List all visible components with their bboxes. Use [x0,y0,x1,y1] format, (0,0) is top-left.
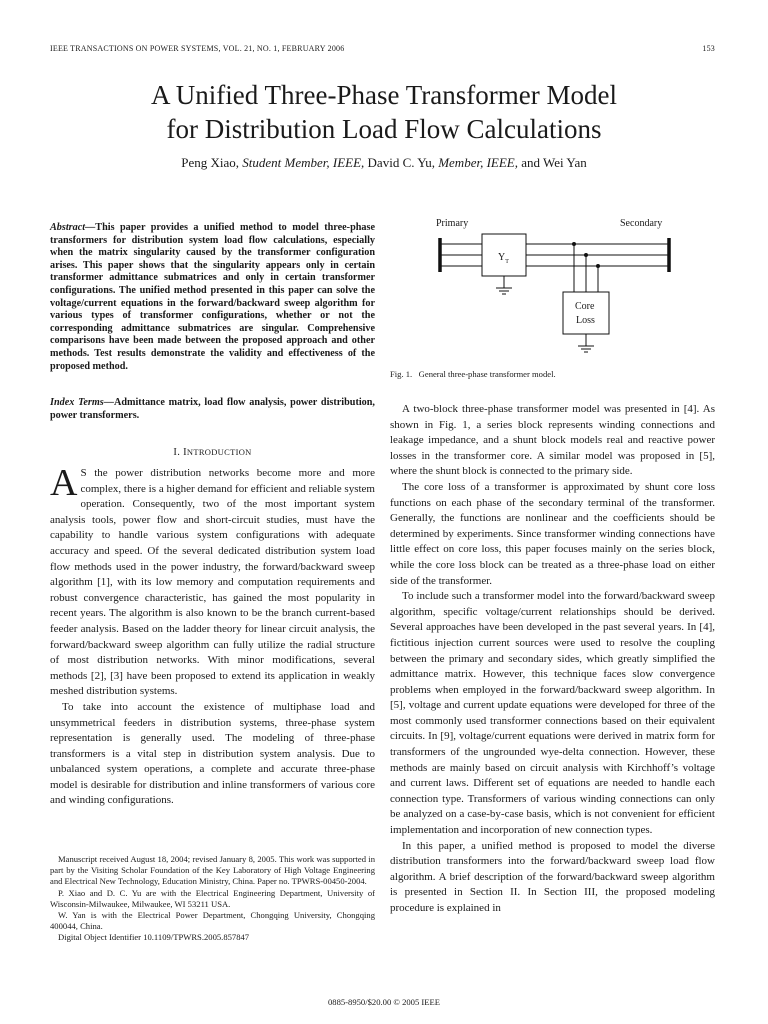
right-paragraph-3: To include such a transformer model into the forward/backward sweep algorithm, specific voltage/current relationships should be derived. Several approaches have been developed in the past several years. In [4], fictitious injection current sources were used to resolve the coupling between the primary and secondary sides, which greatly simplified the admittance matrix. However, this technique faces slow convergence problems when employed in the forward/backward sweep algorithm. In [5], voltage and current update equations were developed for three of the most commonly used transformer connections based on their equivalent circuits. In [9], voltage/current equations were derived in matrix form for transformers of the ungrounded wye-delta connection. However, these methods are mainly based on circuit analysis with Kirchhoff’s voltage and current laws. Different set of equations are needed to handle each connection type. Transformers of various winding connections can only be analyzed on a case-by-case basis, which is not convenient for efficient implementation and incorporation of new connection types. [390,590,715,837]
figure-caption [390,369,556,379]
loss-label: Loss [576,315,595,326]
transformer-model-figure [420,212,690,362]
author-2: David C. Yu, [367,155,435,170]
paper-title [0,78,768,146]
title-line-2: for Distribution Load Flow Calculations [166,114,602,144]
copyright-footer: 0885-8950/$20.00 © 2005 IEEE [327,997,441,1007]
title-line-1: A Unified Three-Phase Transformer Model [151,80,617,110]
section-title-rest: NTRODUCTION [186,447,252,457]
footnote-manuscript: Manuscript received August 18, 2004; revised January 8, 2005. This work was supported in part by the Visiting Scholar Foundation of the Key Laboratory of High Voltage Engineering and Electrical New Technology, Education Ministry, China. Paper no. TPWRS-00450-2004. [50,854,375,887]
footnote [50,854,375,944]
core-label: Core [575,301,595,312]
index-terms-text: Admittance matrix, load flow analysis, power distribution, power transformers. [50,397,375,421]
author-2-role: Member, IEEE, [438,155,518,170]
journal-info: IEEE TRANSACTIONS ON POWER SYSTEMS, VOL. 21, NO. 1, FEBRUARY 2006 [50,44,345,53]
secondary-label: Secondary [620,218,663,229]
section-number: I. [173,447,181,458]
abstract-label: Abstract— [50,222,96,233]
introduction-body [50,462,375,809]
footnote-affiliation-2: W. Yan is with the Electrical Power Department, Chongqing University, Chongqing 400044, China. [50,910,375,932]
index-terms [50,397,375,422]
author-3: and Wei Yan [521,155,587,170]
figure-caption-label: Fig. 1. [390,369,413,379]
author-1-role: Student Member, IEEE, [242,155,365,170]
yt-label: $Y_T$ [498,252,509,265]
right-column-body [390,402,715,917]
primary-label: Primary [436,218,469,229]
intro-paragraph-1-text: S the power distribution networks become more and more complex, there is a higher demand for efficient and reliable system operation. Consequently, two of the most important system analysis tools, power flow and short-circuit studies, must have the capability to handle various system configurations with adequate accuracy and speed. Of the several dedicated distribution system load flow methods used in the power industry, the forward/backward sweep algorithm [1], with its low memory and computation requirements and robust convergence characteristic, has gained the most popularity in recent years. The algorithm is also known to be the branch current-based feeder analysis. Based on the ladder theory for linear circuit analysis, the forward/backward sweep algorithm can fully utilize the radial structure of most distribution networks. With minor modifications, several methods [2], [3] have been proposed to extend its application in weakly meshed distribution systems. [50,467,375,698]
footnote-affiliation-1: P. Xiao and D. C. Yu are with the Electrical Engineering Department, University of Wisconsin-Milwaukee, Milwaukee, WI 53211 USA. [50,887,375,909]
author-1: Peng Xiao, [181,155,240,170]
core-loss-block [563,292,609,334]
right-paragraph-4: In this paper, a unified method is proposed to model the diverse distribution transformers into the forward/backward sweep load flow algorithm. A brief description of the forward/backward sweep algorithm is presented in Section II. In Section III, the proposed modeling procedure is explained in [390,839,715,914]
intro-paragraph-1 [50,462,375,700]
abstract-text: This paper provides a unified method to model three-phase transformers for distribution system load flow calculations, especially when the matrix singularity caused by the transformer configuration arises. This paper shows that the singularity appears only in certain transformer admittance submatrices and only in certain transformer configurations. The unified method presented in this paper can solve the voltage/current equations in the forward/backward sweep algorithm for various types of transformer configurations, whether or not the corresponding admittance submatrices are singular. Comprehensive comparisons have been made between the proposed approach and other methods. Test results demonstrate the validity and effectiveness of the proposed method. [50,222,375,372]
author-list [0,155,768,171]
abstract [50,222,375,373]
section-title-first: I [183,447,187,458]
section-heading-introduction [50,447,375,458]
page-number: 153 [702,44,715,53]
intro-paragraph-2: To take into account the existence of multiphase load and unsymmetrical feeders in distribution systems, three-phase system representation is generally used. The modeling of three-phase transformers is a vital step in distribution system analysis. Due to unbalanced system operations, a complete and accurate three-phase model is desirable for distribution and inline transformers of various core and winding configurations. [50,700,375,807]
running-header [50,44,715,53]
right-paragraph-2: The core loss of a transformer is approximated by shunt core loss functions on each phase of the secondary terminal of the transformer. Generally, the functions are nonlinear and the coefficients should be determined by experiments. Since transformer winding connections have little effect on core loss, this paper focuses mainly on the series block, while the core loss block can be treated as a three-phase load on either side of the transformer. [390,480,715,587]
drop-cap: A [50,462,78,504]
index-terms-label: Index Terms— [50,397,114,408]
right-paragraph-1: A two-block three-phase transformer model was presented in [4]. As shown in Fig. 1, a series block represents winding connections and leakage impedance, and a shunt block models real and reactive power losses in the transformer core. A similar model was proposed in [5], where the shunt block is connected to the primary side. [390,403,715,478]
figure-caption-text: General three-phase transformer model. [418,369,556,379]
footnote-doi: Digital Object Identifier 10.1109/TPWRS.2005.857847 [58,932,250,943]
